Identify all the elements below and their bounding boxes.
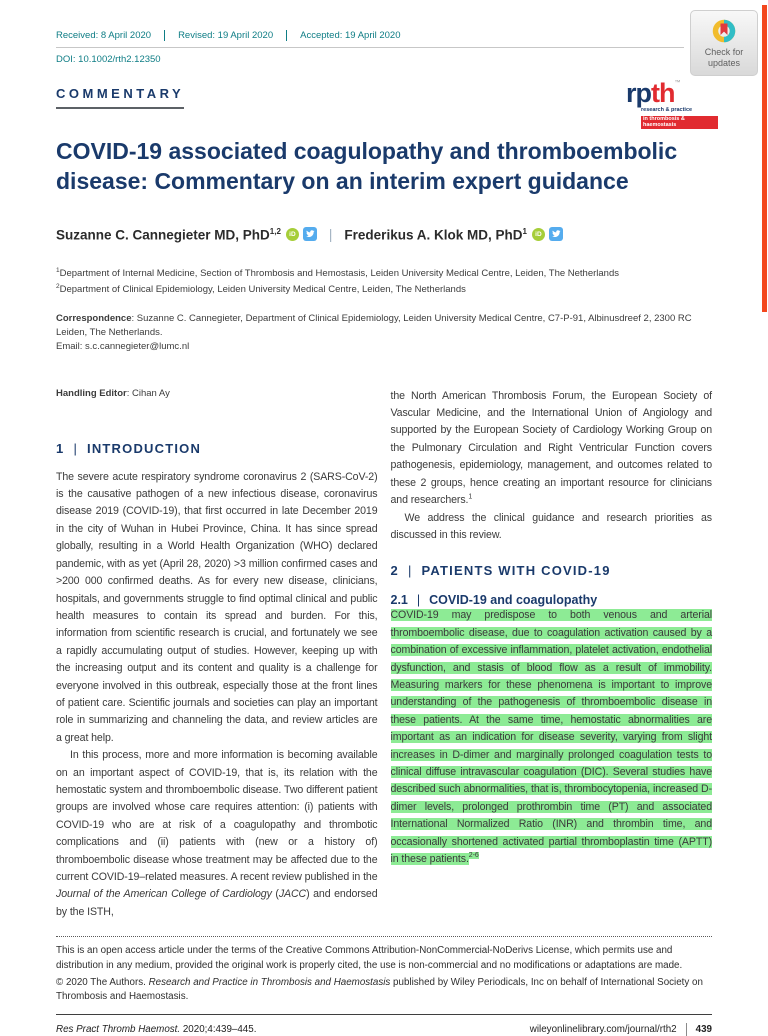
page-footer: [56, 1014, 712, 1036]
license-footnote: [56, 936, 712, 1005]
journal-url-link[interactable]: wileyonlinelibrary.com/journal/rth2: [529, 1023, 677, 1035]
section-2-heading: 2 | PATIENTS WITH COVID-19: [390, 563, 611, 579]
author-2-name: Frederikus A. Klok MD, PhD$^1$: [344, 226, 527, 243]
reference-1: 1: [468, 493, 473, 501]
rpth-journal-logo: [626, 80, 718, 130]
revised-date: Revised: 19 April 2020: [164, 30, 286, 41]
twitter-icon[interactable]: [549, 227, 563, 241]
email-label: Email:: [56, 341, 86, 353]
highlighted-coagulopathy-paragraph: COVID-19 may predispose to both venous and arterial thromboembolic disease, due to coagulation activation caused by a combination of excessive inflammation, platelet activation, endothelial dysfunction, and stasis of blood flow as a result of immobility. Measuring markers for these phenomena is important to improve understanding of the pathogenesis of thromboembolic disease in these patients. At the same time, hemostatic abnormalities are important as an indication for disease severity, varying from slight increases in D-dimer and marginally prolonged coagulation tests to clinical diffuse intravascular coagulation (DIC). Several studies have described such abnormalities, that is, thrombocytopenia, increased D-dimer levels, prolonged prothrombin time (PT) and associated International Normalized Ratio (INR) and thrombin time, and occasionally shortened activated partial thromboplastin time (APTT) in these patients.$^{2-6}$: [390, 609, 712, 865]
correspondence-block: [56, 312, 716, 355]
right-column: [391, 388, 713, 922]
intro-paragraph-1: The severe acute respiratory syndrome coronavirus 2 (SARS-CoV-2) is the causative pathogen of a new infectious disease, coronavirus disease 2019 (COVID-19), that first occurred in late December 2019 in the city of Wuhan in Hubei Province, China. It has since spread globally, resulting in a World Health Organization (WHO) declared pandemic, with as yet (April 28, 2020) >3 million confirmed cases and >200 000 confirmed deaths. As for every new disease, clinicians, hospitals, and governments struggle to find optimal clinical and public health measures to contain its spread and burden. For this, information from scientific research is crucial, and fortunately we see a rapidly accumulating output of studies. However, keeping up with the increasing output and its content and quality is a challenge for everyone involved in this outbreak, especially those at the front lines of patient care. Scientific journals and societies can play an important role in summarizing and channeling the data, and review articles are a great help.: [56, 470, 378, 744]
received-date: Received: 8 April 2020: [56, 30, 152, 41]
section-2-1-heading: 2.1 | COVID-19 and coagulopathy: [390, 593, 598, 608]
review-scope-paragraph: We address the clinical guidance and research priorities as discussed in this review.: [390, 511, 712, 541]
twitter-icon[interactable]: [303, 227, 317, 241]
email-link[interactable]: s.c.cannegieter@lumc.nl: [85, 341, 190, 353]
logo-tagline-2: in thrombosis & haemostasis: [641, 116, 718, 129]
check-badge-line2: updates: [707, 57, 741, 68]
left-column: [56, 388, 378, 922]
logo-trademark: ™: [674, 80, 681, 86]
manuscript-dates-row: [56, 30, 684, 48]
check-badge-line1: Check for: [704, 47, 744, 58]
footer-divider: [686, 1023, 687, 1036]
orcid-icon[interactable]: iD: [532, 228, 545, 241]
check-for-updates-icon: [711, 18, 737, 44]
doi: DOI: 10.1002/rth2.12350: [56, 54, 161, 65]
affiliation-1: $^1$Department of Internal Medicine, Section of Thrombosis and Hemostasis, Leiden University Medical Centre, Leiden, The Netherlands: [56, 267, 620, 280]
intro-paragraph-2: In this process, more and more information is becoming available on an important aspect of COVID-19, that is, its relation with the hemostatic system and thromboembolic disease. Two different patient groups are involved whose care requires attention: (i) patients with COVID-19 who are at risk of a coagulopathy and thrombotic complications and (ii) patients with (new or a history of) thromboembolic disease whose treatment may be affected due to the current COVID-19–related measures. A recent review published in the Journal of the American College of Cardiology (JACC) and endorsed by the ISTH,: [56, 749, 378, 918]
orcid-icon[interactable]: iD: [286, 228, 299, 241]
author-separator: |: [328, 226, 333, 242]
correspondence-text: : Suzanne C. Cannegieter, Department of Clinical Epidemiology, Leiden University Medical Centre, C7-P-91, Albinusdreef 2, 2300 RC Leiden, The Netherlands.: [56, 312, 692, 339]
author-2-affiliation-sup: 1: [522, 226, 527, 236]
article-title: COVID-19 associated coagulopathy and thromboembolic disease: Commentary on an interim expert guidance: [56, 138, 678, 195]
correspondence-label: Correspondence: [56, 312, 132, 324]
author-byline: [56, 227, 712, 243]
author-1-name: Suzanne C. Cannegieter MD, PhD$^{1,2}$: [56, 226, 281, 243]
handling-editor: Handling Editor: Cihan Ay: [56, 387, 170, 399]
references-2-6: 2-6: [468, 852, 479, 860]
open-access-statement: This is an open access article under the terms of the Creative Commons Attribution-NonCommercial-NoDerivs License, which permits use and distribution in any medium, provided the original work is properly cited, the use is non-commercial and no modifications or adaptations are made.: [56, 945, 683, 971]
page-number: 439: [695, 1023, 712, 1035]
intro-paragraph-2-continued: the North American Thrombosis Forum, the European Society of Vascular Medicine, and the International Union of Angiology and supported by the European Society of Cardiology Working Group on the Pulmonary Circulation and Right Ventricular Function covers pathogenesis, epidemiology, management, and outcomes related to these 2 groups, hence creating an important resource for clinicians and researchers.$^1$: [390, 389, 712, 507]
affiliations: [56, 266, 712, 297]
check-for-updates-button[interactable]: [690, 10, 758, 76]
section-1-heading: 1 | INTRODUCTION: [56, 440, 202, 456]
logo-th: th: [651, 78, 675, 108]
article-type-label: COMMENTARY: [56, 86, 184, 109]
journal-citation: Res Pract Thromb Haemost. 2020;4:439–445.: [56, 1023, 257, 1035]
right-edge-orange-stripe: [762, 5, 767, 312]
two-column-body: [56, 388, 712, 922]
logo-tagline-1: research & practice: [641, 107, 693, 113]
author-1-affiliation-sup: 1,2: [269, 226, 281, 236]
copyright-statement: © 2020 The Authors. Research and Practice in Thrombosis and Haemostasis published by Wiley Periodicals, Inc on behalf of International Society on Thrombosis and Haemostasis.: [56, 976, 703, 1003]
accepted-date: Accepted: 19 April 2020: [286, 30, 413, 41]
affiliation-2: $^2$Department of Clinical Epidemiology, Leiden University Medical Centre, Leiden, The Netherlands: [56, 282, 466, 295]
logo-rp: rp: [626, 78, 651, 108]
